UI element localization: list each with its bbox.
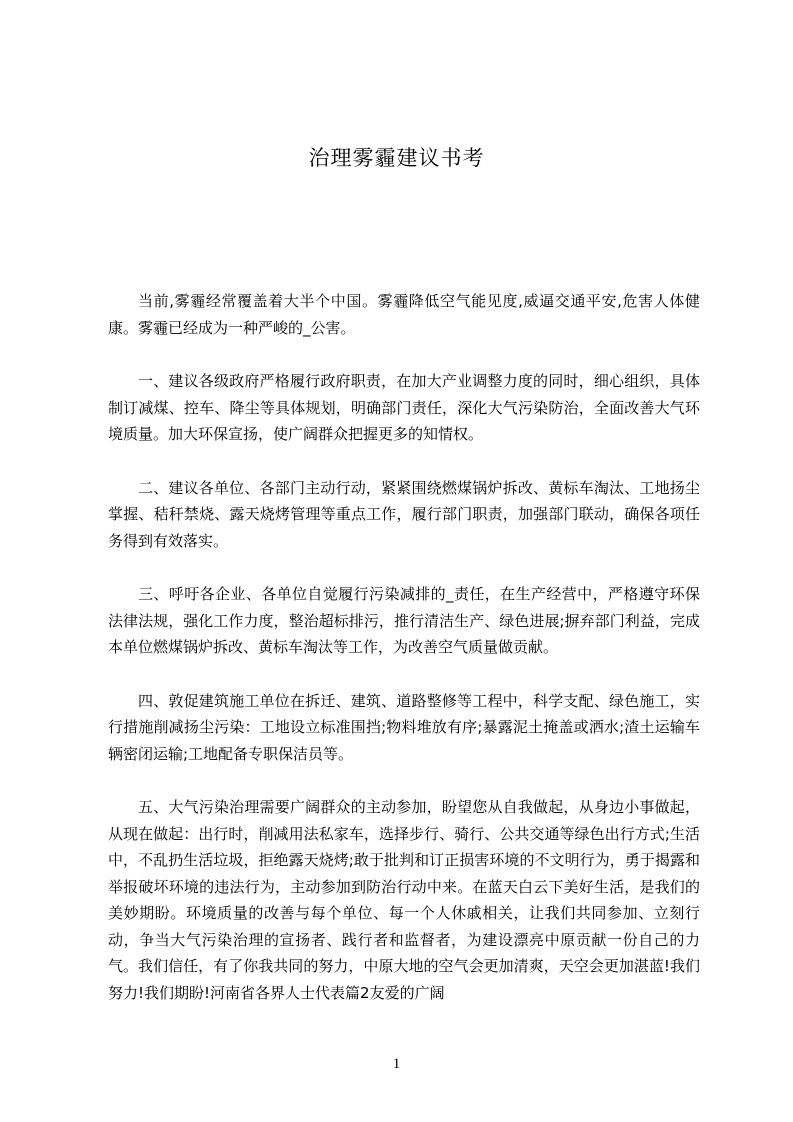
paragraph-intro: 当前,雾霾经常覆盖着大半个中国。雾霾降低空气能见度,威逼交通平安,危害人体健康。雾霾已经成为一种严峻的_公害。 <box>108 292 700 337</box>
paragraph-1: 一、建议各级政府严格履行政府职责，在加大产业调整力度的同时，细心组织，具体制订减煤、控车、降尘等具体规划，明确部门责任，深化大气污染防治，全面改善大气环境质量。加大环保宣扬，使广阔群众把握更多的知情权。 <box>108 372 700 443</box>
page-number: 1 <box>392 1056 401 1072</box>
document-body <box>108 288 700 1033</box>
paragraph-4: 四、敦促建筑施工单位在拆迁、建筑、道路整修等工程中，科学支配、绿色施工，实行措施削减扬尘污染：工地设立标准围挡;物料堆放有序;暴露泥土掩盖或洒水;渣土运输车辆密闭运输;工地配备专职保洁员等。 <box>108 691 700 763</box>
paragraph-3: 三、呼吁各企业、各单位自觉履行污染减排的_责任，在生产经营中，严格遵守环保法律法规，强化工作力度，整治超标排污，推行清洁生产、绿色进展;摒弃部门利益，完成本单位燃煤锅炉拆改、黄标车淘汰等工作，为改善空气质量做贡献。 <box>108 585 700 656</box>
document-title: 治理雾霾建议书考 <box>308 146 485 170</box>
paragraph-2: 二、建议各单位、各部门主动行动，紧紧围绕燃煤锅炉拆改、黄标车淘汰、工地扬尘掌握、秸秆禁烧、露天烧烤管理等重点工作，履行部门职责，加强部门联动，确保各项任务得到有效落实。 <box>108 478 700 550</box>
paragraph-5: 五、大气污染治理需要广阔群众的主动参加，盼望您从自我做起，从身边小事做起，从现在做起：出行时，削减用法私家车，选择步行、骑行、公共交通等绿色出行方式;生活中，不乱扔生活垃圾，拒绝露天烧烤;敢于批判和订正损害环境的不文明行为，勇于揭露和举报破坏环境的违法行为，主动参加到防治行动中来。在蓝天白云下美好生活，是我们的美妙期盼。环境质量的改善与每个单位、每一个人休戚相关，让我们共同参加、立刻行动，争当大气污染治理的宣扬者、践行者和监督者，为建设漂亮中原贡献一份自己的力气。我们信任，有了你我共同的努力，中原大地的空气会更加清爽，天空会更加湛蓝!我们努力!我们期盼!河南省各界人士代表篇2友爱的广阔 <box>108 798 700 1002</box>
